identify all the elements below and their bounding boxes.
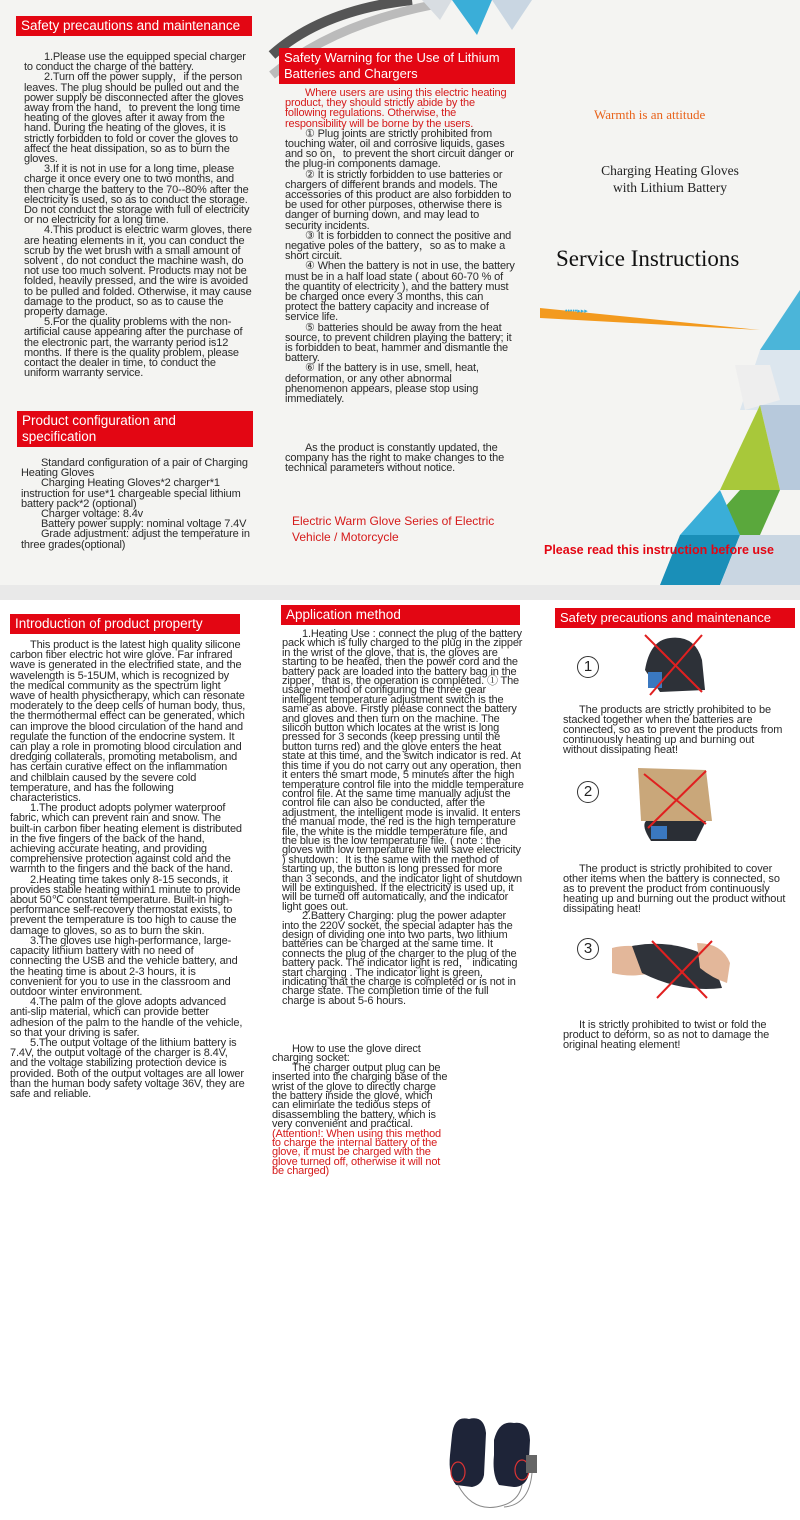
warning-item: ⑤ batteries should be away from the heat source, to prevent children playing the battery; it is forbidden to beat, hammer and dismantle the battery.	[285, 321, 512, 365]
step-caption	[563, 705, 788, 755]
section-header-safety-images: Safety precautions and maintenance	[555, 608, 795, 628]
direct-charging-title: How to use the glove direct charging socket:	[272, 1043, 421, 1065]
section-header-lithium-warning: Safety Warning for the Use of Lithium Batteries and Chargers	[279, 48, 515, 84]
product-name	[570, 162, 770, 196]
safety-item: 5.For the quality problems with the non-artificial cause appearing after the purchase of the electronic part, the warranty period is12 months. If there is the quality problem, please contact the dealer in time, to conduct the uniform warranty service.	[24, 316, 243, 380]
safety-item: 3.If it is not in use for a long time, please charge it once every one to two months, and then charge the battery to the 70--80% after the electricity is used, so as to conduct the storage. Do not conduct the storage with full of electricity or no electricity for a long time.	[24, 163, 250, 227]
config-item: Battery power supply: nominal voltage 7.4V	[41, 518, 247, 531]
decorative-triangles	[660, 290, 800, 585]
battery-charging: 2.Battery Charging: plug the power adapter into the 220V socket, the special adapter has the design of dividing one into two parts, two lithium batteries can be charged at the same time. It connects the plug of the charger to the plug of the battery pack. The indicator light is red， indicating start charging . The indicator light is green, indicating that the charge is completed or is not in charge state. The completion time of the full charge is about 5-6 hours.	[282, 910, 518, 1007]
safety-item: 2.Turn off the power supply，if the person leaves. The plug should be pulled out and the power supply be disconnected after the gloves away from the hand，to prevent the long time heating of the gloves after it away from the hand. During the heating of the gloves, it is strictly forbidden to fold or cover the gloves to affect the heat dissipation, so as to burn the gloves.	[24, 71, 244, 166]
intro-paragraph: 1.The product adopts polymer waterproof fabric, which can prevent rain and snow. The built-in carbon fiber heating element is distributed in the five fingers of the back of the hand, achieving accurate heating, and providing comprehensive protection against cold and the warmth to the fingers and the back of the hand.	[10, 802, 242, 876]
page-divider	[0, 585, 800, 600]
intro-text	[10, 640, 246, 1099]
product-name-line1: Charging Heating Gloves	[601, 163, 739, 178]
slogan: Warmth is an attitude	[594, 107, 706, 122]
warning-item: ⑥ If the battery is in use, smell, heat, deformation, or any other abnormal phenomenon appears, please stop using immediately.	[285, 362, 479, 406]
update-notice-text: As the product is constantly updated, the company has the right to make changes to the technical parameters without notice.	[285, 442, 505, 475]
config-item: Standard configuration of a pair of Charging Heating Gloves	[21, 457, 248, 480]
heating-use: 1.Heating Use : connect the plug of the battery pack which is fully charged to the plug in the zipper in the wrist of the glove, that is, the gloves are starting to be heated, then the power cord and the battery pack are loaded into the battery bag in the zipper，that is, the operation is completed. ① The usage method of configuring the three gear intelligent temperature adjustment switch is the same as above. Firstly please connect the battery and gloves and then turn on the machine. The silicon button which locates at the wrist is long pressed for 3 seconds (keep pressing until the button turns red) and the glove enters the heat state at this time, and the switch indicator is red. At this time if you do not carry out any operation, then it enters the smart mode, 5 minutes after the high temperature control file into the middle temperature control file. At the same time manually adjust the control file can also be conducted, after the adjustment, the intelligent mode is invalid. It enters the manual mode, the red is the high temperature file, the white is the middle temperature file, and the blue is the low temperature file. ( note : the gloves with low temperature file will save electricity ) shutdown：It is the same with the method of starting up, the button is long pressed for more than 3 seconds, and the indicator light of shutdown will be extinguished. If the electricity is used up, it will be turned off automatically, and the indicator light goes out.	[282, 628, 524, 913]
lithium-warning-list	[285, 88, 517, 404]
section-header-safety: Safety precautions and maintenance	[16, 16, 252, 36]
read-notice: Please read this instruction before use	[544, 543, 774, 557]
direct-charging-body	[272, 1061, 450, 1178]
step-caption-text: It is strictly prohibited to twist or fold the product to deform, so as not to damage the original heating element!	[563, 1019, 770, 1051]
config-item: Charger voltage: 8.4v	[41, 508, 144, 521]
section-header-application: Application method	[281, 605, 520, 625]
step-number: 2	[577, 781, 599, 803]
step-caption	[563, 864, 788, 914]
config-item: Charging Heating Gloves*2 charger*1 instruction for use*1 chargeable special lithium battery pack*2 (optional)	[21, 477, 241, 510]
update-notice	[285, 443, 510, 474]
svg-text:•••••▸▸▸: •••••▸▸▸	[565, 308, 588, 315]
cover-title: Service Instructions	[556, 246, 740, 271]
config-item: Grade adjustment: adjust the temperature in three grades(optional)	[21, 528, 250, 551]
config-list	[21, 458, 253, 550]
warning-item: ② It is strictly forbidden to use batteries or chargers of different brands and models. The accessories of this product are also forbidden to be used for other purposes, otherwise there is danger of burning down, and may lead to security incidents.	[285, 168, 512, 232]
brochure-inner-side	[0, 600, 800, 1200]
safety-item: 4.This product is electric warm gloves, there are heating elements in it, you can conduct the scrub by the wet brush with a small amount of solvent , do not conduct the machine wash, do not use too much solvent. Products may not be folded, heavily pressed, and the wire is avoided to be pulled and folded. Otherwise, it may cause damage to the product, so as to cause the property damage.	[24, 224, 252, 319]
step-caption	[563, 1020, 788, 1050]
direct-charging-text: The charger output plug can be inserted into the charging base of the wrist of the glove to directly charge the battery inside the glove, which can eliminate the tedious steps of disassembling the battery, which is very convenient and practical.	[272, 1061, 448, 1131]
step-caption-text: The products are strictly prohibited to be stacked together when the batteries are connected, so as to prevent the products from continuously heating up and burning out without dissipating heat!	[563, 704, 783, 756]
step-caption-text: The product is strictly prohibited to cover other items when the battery is connected, so as to prevent the product from continuously heating up and burning out the product without dissipating heat!	[563, 863, 786, 915]
twisted-glove-prohibited-image	[612, 938, 732, 1003]
intro-paragraph: 5.The output voltage of the lithium battery is 7.4V, the output voltage of the charger is 8.4V, and the voltage stabilizing protection device is provided. Both of the output voltages are all lower than the human body safety voltage 36V, they are safe and reliable.	[10, 1036, 245, 1100]
intro-paragraph: 2.Heating time takes only 8-15 seconds, it provides stable heating within1 minute to provide about 50℃ constant temperature. Built-in high-performance self-recovery thermostat exists, to prevent the temperature is too high to cause the damage to gloves, so as to burn the skin.	[10, 873, 241, 937]
gloves-charging-image	[444, 1415, 539, 1520]
warning-item: ① Plug joints are strictly prohibited from touching water, oil and corrosive liquids, gases and so on，to prevent the short circuit danger or the plug-in components damage.	[285, 127, 514, 171]
step-number: 3	[577, 938, 599, 960]
series-title: Electric Warm Glove Series of Electric Vehicle / Motorcycle	[292, 514, 495, 544]
intro-paragraph: This product is the latest high quality silicone carbon fiber electric hot wire glove. Far infrared wave is generated in the electrified state, and the wavelength is 5-15UM, which is recognized by the medical community as the spectrum light wave of health physictherapy, which can resonate moderately to the deep cells of human body, thus, the thermothermal effect can be generated, which can improve the blood circulation of the hand and regulate the function of the endocrine system. It can play a role in promoting blood circulation and dredging collaterals, promoting metabolism, and has certain curative effect on the inflammation and chilblain caused by the severe cold temperature, and has the following characteristics.	[10, 639, 246, 805]
step-number: 1	[577, 656, 599, 678]
product-name-line2: with Lithium Battery	[613, 180, 727, 195]
safety-item: 1.Please use the equipped special charger to conduct the charge of the battery.	[24, 51, 246, 74]
application-text	[282, 630, 524, 1006]
attention-note: (Attention!: When using this method to charge the internal battery of the glove, it must be charged with the glove turned off, otherwise it will not be charged)	[272, 1127, 442, 1178]
warning-item: ④ When the battery is not in use, the battery must be in a half load state ( about 60-70 % of the quantity of electricity ), and the battery must be charged once every 3 months, this can protect the battery capacity and increase of service life.	[285, 260, 515, 324]
covered-gloves-prohibited-image	[636, 766, 716, 846]
section-header-config: Product configuration and specification	[17, 411, 253, 447]
direct-charging	[272, 1045, 450, 1177]
brochure-outer-side	[0, 0, 800, 585]
safety-list	[24, 52, 254, 379]
warning-intro: Where users are using this electric heating product, they should strictly abide by the following regulations. Otherwise, the responsibility will be borne by the users.	[285, 87, 507, 130]
intro-paragraph: 3.The gloves use high-performance, large-capacity lithium battery with no need of connecting the USB and the vehicle battery, and the heating time is about 2-3 hours, it is convenient for you to use in the classroom and outdoor winter environment.	[10, 934, 238, 998]
section-header-intro: Introduction of product property	[10, 614, 240, 634]
stacked-gloves-prohibited-image	[640, 630, 710, 700]
intro-paragraph: 4.The palm of the glove adopts advanced anti-slip material, which can provide better adhesion of the palm to the handle of the vehicle, so that your driving is safer.	[10, 996, 243, 1039]
warning-item: ③ It is forbidden to connect the positive and negative poles of the battery，so as to make a short circuit.	[285, 229, 512, 263]
